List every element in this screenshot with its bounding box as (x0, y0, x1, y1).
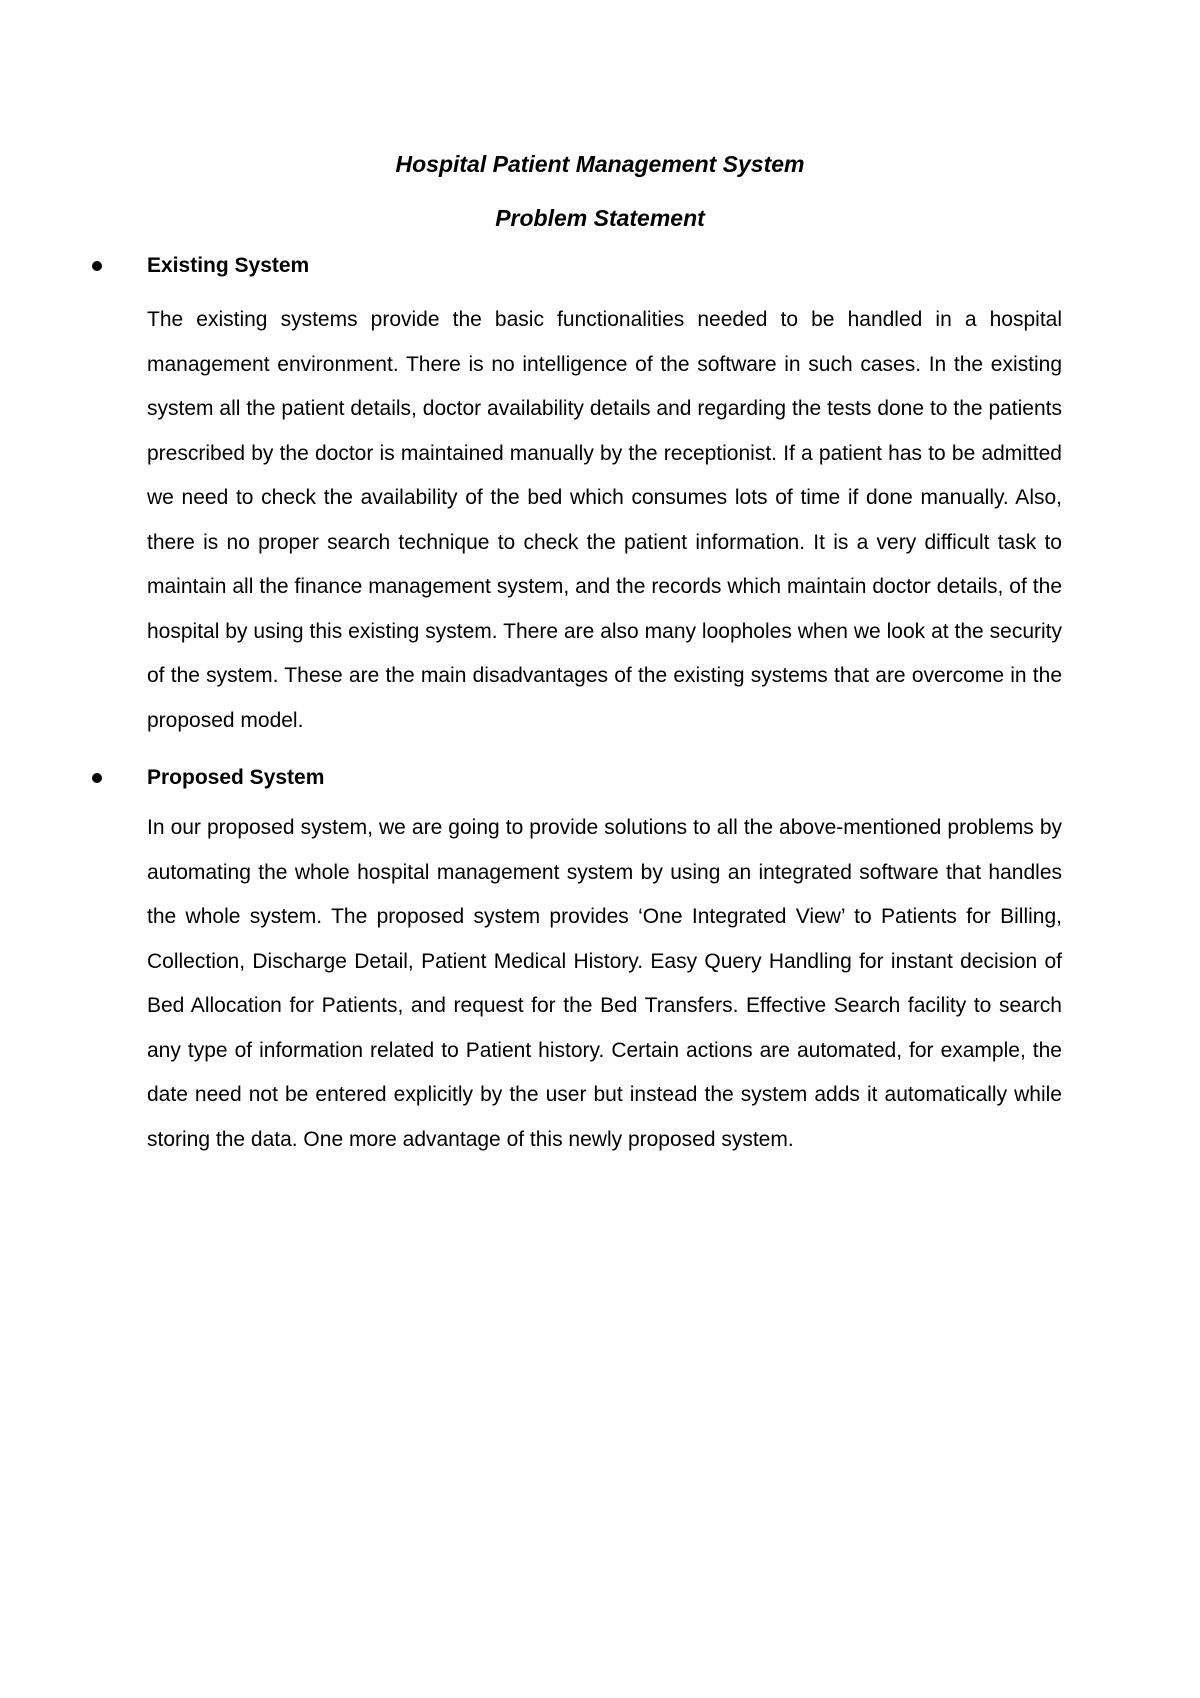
section-heading: Existing System (147, 254, 310, 277)
document-title: Hospital Patient Management System (395, 151, 805, 177)
section-paragraph: The existing systems provide the basic functionalities needed to be handled in a hospital management environment. There is no intelligence of the software in such cases. In the existing system all the patient details, doctor availability details and regarding the tests done to the patients prescribed by the doctor is maintained manually by the receptionist. If a patient has to be admitted we need to check the availability of the bed which consumes lots of time if done manually. Also, there is no proper search technique to check the patient information. It is a very difficult task to maintain all the finance management system, and the records which maintain doctor details, of the hospital by using this existing system. There are also many loopholes when we look at the security of the system. These are the main disadvantages of the existing systems that are overcome in the proposed model. (147, 308, 1062, 732)
bullet-icon (92, 773, 102, 783)
bullet-icon (92, 261, 102, 271)
section-paragraph: In our proposed system, we are going to provide solutions to all the above-mentioned problems by automating the whole hospital management system by using an integrated software that handles the whole system. The proposed system provides ‘One Integrated View’ to Patients for Billing, Collection, Discharge Detail, Patient Medical History. Easy Query Handling for instant decision of Bed Allocation for Patients, and request for the Bed Transfers. Effective Search facility to search any type of information related to Patient history. Certain actions are automated, for example, the date need not be entered explicitly by the user but instead the system adds it automatically while storing the data. One more advantage of this newly proposed system. (147, 816, 1062, 1151)
document-subtitle: Problem Statement (495, 205, 705, 231)
section-heading: Proposed System (147, 766, 325, 789)
